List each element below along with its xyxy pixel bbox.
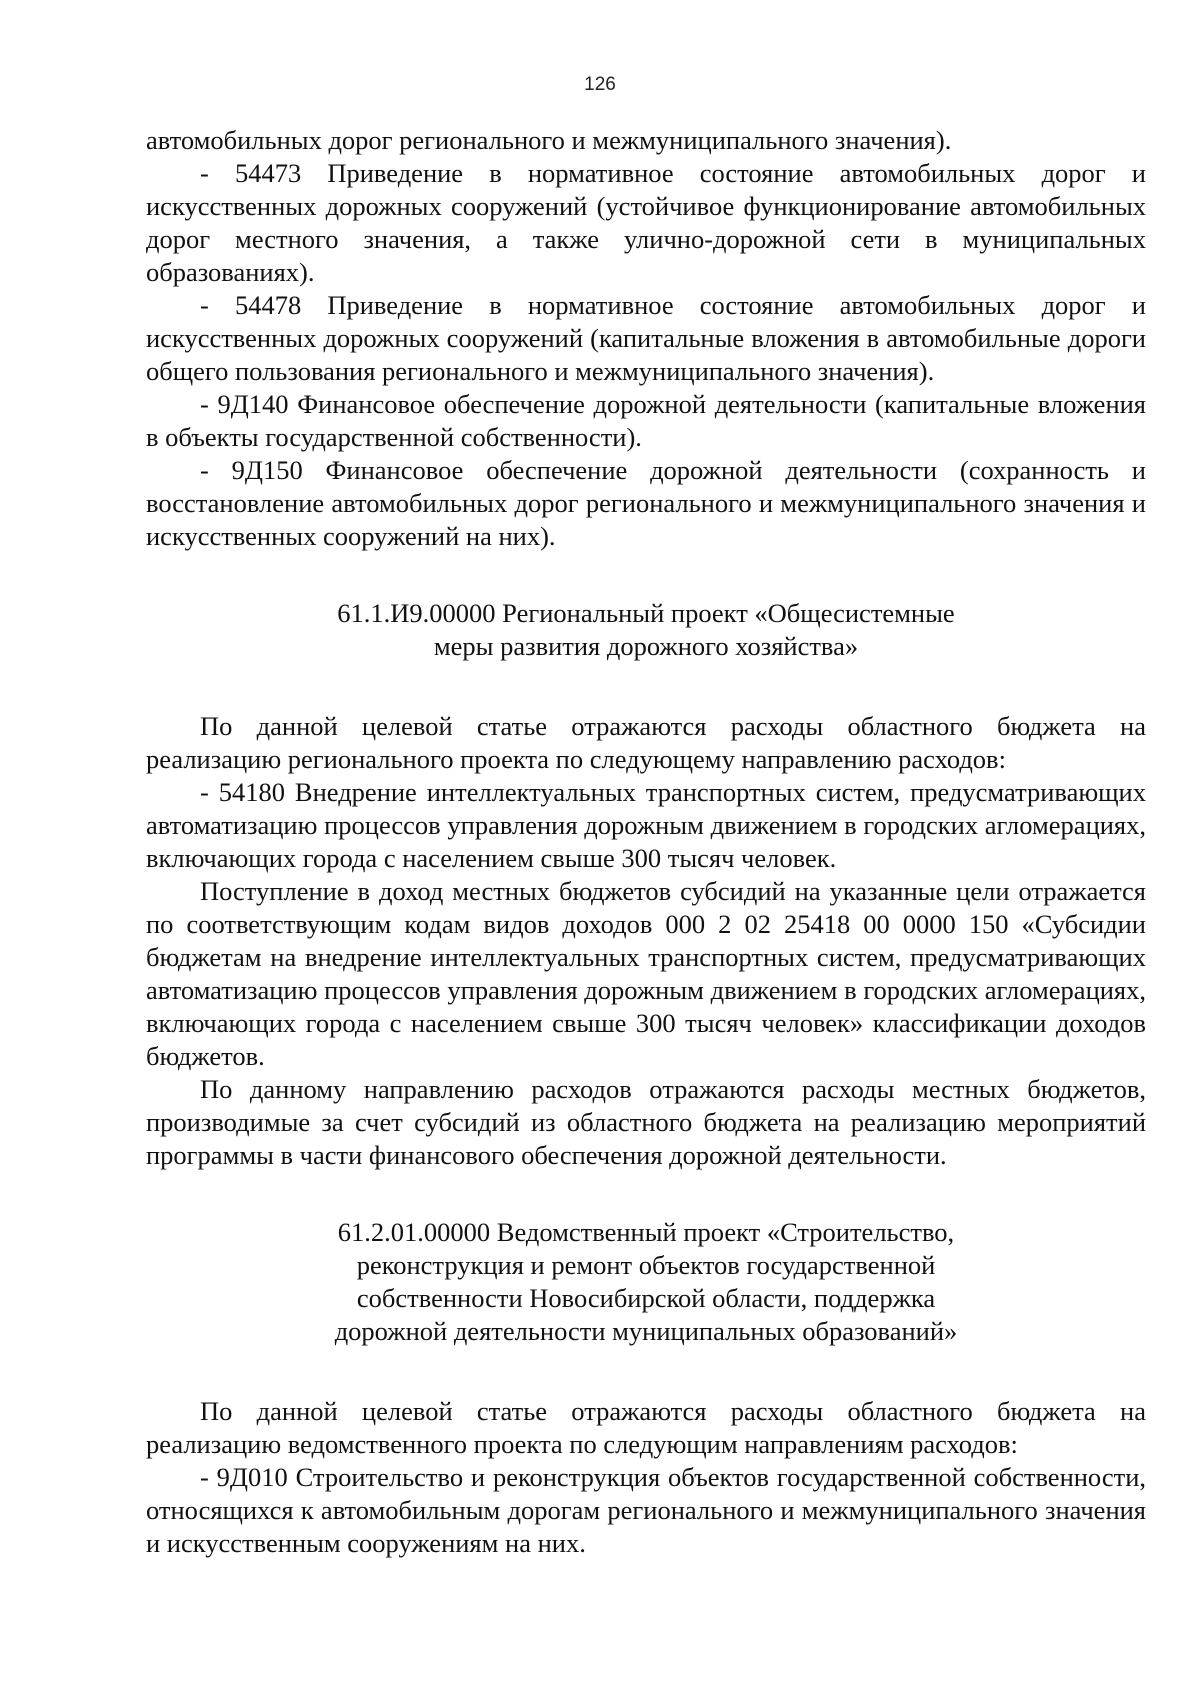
paragraph-item-9d140: - 9Д140 Финансовое обеспечение дорожной деятельности (капитальные вложения в объекты государственной собственности). [146, 389, 1146, 452]
document-body [146, 124, 1146, 1560]
paragraph-item-9d010: - 9Д010 Строительство и реконструкция объектов государственной собственности, относящихся к автомобильным дорогам регионального и межмуниципального значения и искусственным сооружениям на них. [146, 1462, 1146, 1558]
paragraph-continuation: автомобильных дорог регионального и межмуниципального значения). [146, 125, 952, 155]
heading-line: собственности Новосибирской области, поддержка [356, 1283, 936, 1313]
section-heading-regional-project [146, 597, 1146, 663]
paragraph-revenue: Поступление в доход местных бюджетов субсидий на указанные цели отражается по соответствующим кодам видов доходов 000 2 02 25418 00 0000 150 «Субсидии бюджетам на внедрение интеллектуальных транспортных систем, предусматривающих автоматизацию процессов управления дорожным движением в городских агломерациях, включающих города с населением свыше 300 тысяч человек» классификации доходов бюджетов. [146, 876, 1146, 1071]
paragraph-intro: По данной целевой статье отражаются расходы областного бюджета на реализацию ведомственного проекта по следующим направлениям расходов: [146, 1396, 1146, 1459]
paragraph-intro: По данной целевой статье отражаются расходы областного бюджета на реализацию регионального проекта по следующему направлению расходов: [146, 711, 1146, 774]
heading-line: реконструкция и ремонт объектов государственной [356, 1250, 936, 1280]
paragraph-item-54478: - 54478 Приведение в нормативное состояние автомобильных дорог и искусственных дорожных сооружений (капитальные вложения в автомобильные дороги общего пользования регионального и межмуниципального значения). [146, 290, 1146, 386]
heading-line: 61.1.И9.00000 Региональный проект «Общесистемные [337, 598, 955, 628]
heading-line: 61.2.01.00000 Ведомственный проект «Строительство, [337, 1217, 955, 1247]
page-number: 126 [584, 74, 616, 95]
heading-line: меры развития дорожного хозяйства» [433, 631, 859, 661]
paragraph-item-54473: - 54473 Приведение в нормативное состояние автомобильных дорог и искусственных дорожных сооружений (устойчивое функционирование автомобильных дорог местного значения, а также улично-дорожной сети в муниципальных образованиях). [146, 158, 1146, 287]
paragraph-item-9d150: - 9Д150 Финансовое обеспечение дорожной деятельности (сохранность и восстановление автомобильных дорог регионального и межмуниципального значения и искусственных сооружений на них). [146, 455, 1146, 551]
heading-line: дорожной деятельности муниципальных образований» [334, 1316, 958, 1346]
paragraph-local-budgets: По данному направлению расходов отражаются расходы местных бюджетов, производимые за счет субсидий из областного бюджета на реализацию мероприятий программы в части финансового обеспечения дорожной деятельности. [146, 1074, 1146, 1170]
paragraph-item-54180: - 54180 Внедрение интеллектуальных транспортных систем, предусматривающих автоматизацию процессов управления дорожным движением в городских агломерациях, включающих города с населением свыше 300 тысяч человек. [146, 777, 1146, 873]
section-heading-departmental-project [146, 1216, 1146, 1348]
